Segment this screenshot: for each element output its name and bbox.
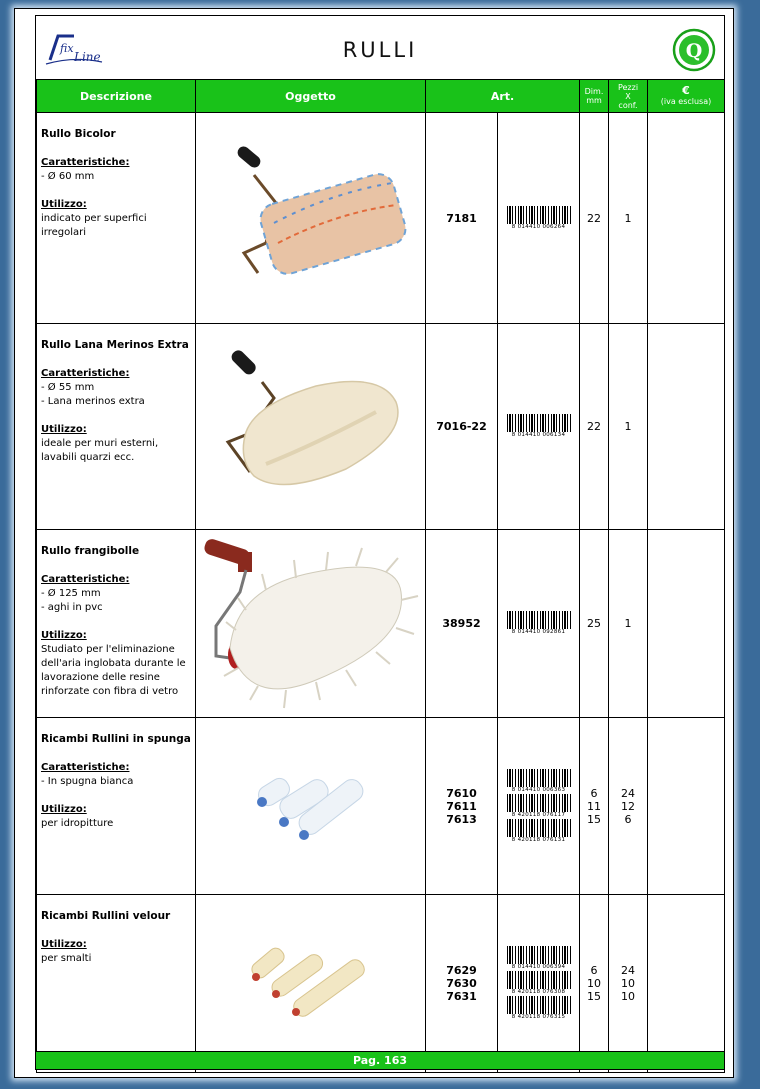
article-code-group [426,895,498,1073]
product-description: Ricambi Rullini velour Utilizzo: per smalti [37,895,196,1073]
product-image-cell [196,718,426,895]
dim-value: 22 [580,113,609,324]
barcode-icon: 8 420118 076308 [507,971,571,996]
roller-frangibolle-image [196,530,426,714]
barcode-icon: 8 014410 006394 [507,946,571,971]
svg-text:Q: Q [685,40,703,62]
dim-value: 6 [590,786,598,800]
pezzi-value: 12 [621,799,635,813]
svg-text:Line: Line [74,50,101,64]
col-oggetto: Oggetto [196,80,426,113]
pezzi-value: 24 [621,786,635,800]
barcode-icon: 8 420118 076315 [507,996,571,1021]
product-description: Rullo frangibolle Caratteristiche: - Ø 125 mm - aghi in pvc Utilizzo: Studiato per l'eliminazione dell'aria inglobata durante le lavorazione delle resine rinforzate con fibra di vetro [37,530,196,718]
dim-value: 6 [590,964,598,977]
article-code: 7611 [446,799,477,813]
pezzi-value: 24 [621,964,635,977]
barcode-icon: 8 420118 076131 [507,819,571,844]
dim-value: 10 [587,977,601,990]
article-code: 7629 [446,964,477,977]
product-description: Rullo Bicolor Caratteristiche: - Ø 60 mm Utilizzo: indicato per superfici irregolari [37,113,196,324]
col-descrizione: Descrizione [37,80,196,113]
table-row [37,530,725,718]
product-image-cell [196,530,426,718]
page-title: RULLI [342,38,418,62]
article-code-group [426,718,498,895]
page-frame [14,8,734,1078]
barcode-icon: 8 014410 006363 [507,769,571,794]
table-row [37,895,725,1073]
dim-group [580,718,609,895]
article-code: 38952 [426,530,498,718]
price-cell [648,113,725,324]
product-table [36,79,725,1073]
barcode-icon: 8 014410 006134 [507,414,571,439]
product-image-cell [196,113,426,324]
product-image-cell [196,324,426,530]
pezzi-value: 1 [609,324,648,530]
dim-value: 11 [587,799,601,813]
article-code: 7181 [426,113,498,324]
article-code: 7630 [446,977,477,990]
pezzi-value: 10 [621,977,635,990]
article-code: 7610 [446,786,477,800]
barcode-icon: 8 014410 092861 [507,611,571,636]
price-cell [648,718,725,895]
col-pezzi: Pezzi X conf. [609,80,648,113]
dim-value: 22 [580,324,609,530]
dim-value: 15 [587,812,601,826]
article-code: 7631 [446,990,477,1003]
dim-group [580,895,609,1073]
pezzi-value: 1 [609,113,648,324]
barcode-cell [498,895,580,1073]
col-price: € (iva esclusa) [648,80,725,113]
barcode-cell [498,718,580,895]
dim-value: 25 [580,530,609,718]
barcode-icon: 8 420118 076117 [507,794,571,819]
catalog-page [35,15,725,1070]
product-description: Rullo Lana Merinos Extra Caratteristiche: - Ø 55 mm - Lana merinos extra Utilizzo: ideale per muri esterni, lavabili quarzi ecc. [37,324,196,530]
pezzi-value: 1 [609,530,648,718]
dim-value: 15 [587,990,601,1003]
article-code: 7613 [446,812,477,826]
page-number: Pag. 163 [36,1051,724,1069]
velour-refills-image [196,895,426,1069]
barcode-icon: 8 014410 006264 [507,206,571,231]
quality-badge-icon [672,28,716,72]
table-row [37,113,725,324]
table-header-row [37,80,725,113]
page-header [36,16,724,79]
col-art: Art. [426,80,580,113]
barcode-cell [498,530,580,718]
product-description: Ricambi Rullini in spunga Caratteristiche: - In spugna bianca Utilizzo: per idropitture [37,718,196,895]
price-cell [648,530,725,718]
svg-text:fix: fix [60,42,74,55]
article-code: 7016-22 [426,324,498,530]
table-row [37,324,725,530]
col-dim: Dim. mm [580,80,609,113]
table-row [37,718,725,895]
pezzi-value: 6 [624,812,632,826]
pezzi-value: 10 [621,990,635,1003]
roller-bicolor-image [196,113,426,320]
price-cell [648,324,725,530]
barcode-cell [498,113,580,324]
pezzi-group [609,895,648,1073]
roller-merinos-image [196,324,426,526]
barcode-cell [498,324,580,530]
price-cell [648,895,725,1073]
pezzi-group [609,718,648,895]
sponge-refills-image [196,718,426,891]
product-image-cell [196,895,426,1073]
